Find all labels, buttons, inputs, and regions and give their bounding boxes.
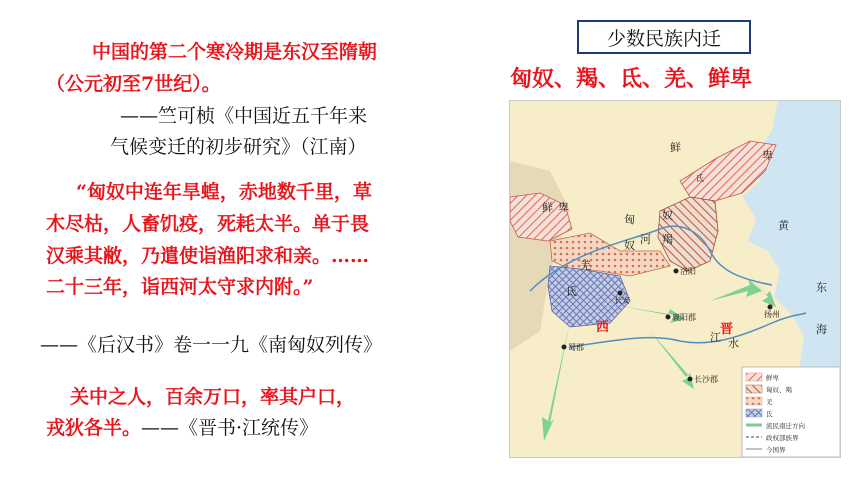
ethnic-groups-list: 匈奴、羯、氐、羌、鲜卑	[510, 66, 753, 92]
legend-swatch	[746, 409, 762, 417]
legend-label: 羌	[766, 398, 773, 406]
map-label-xiongnu2: 奴	[624, 239, 635, 252]
map-label-xianbei-top2: 卑	[762, 149, 773, 162]
map-label-jie: 羯	[662, 233, 673, 246]
map-label-jin: 晋	[720, 322, 734, 337]
map-label-xianbei-left: 鲜	[542, 201, 553, 214]
map-title: 少数民族内迁	[577, 20, 751, 54]
quote2-line3: 汉乘其敝，乃遣使诣渔阳求和亲。……	[46, 245, 370, 267]
legend-swatch	[746, 385, 762, 393]
migration-map	[509, 100, 841, 458]
map-label-huang: 黄	[778, 219, 789, 232]
legend-swatch	[746, 373, 762, 381]
map-label-nu: 奴	[662, 209, 673, 222]
city-luoyang: 洛阳	[680, 267, 696, 276]
quote3-line2	[46, 413, 318, 440]
legend-label: 今国界	[766, 446, 786, 454]
map-label-he: 河	[640, 233, 651, 246]
map-label-jiang: 江	[710, 331, 721, 344]
map-label-qiang: 羌	[580, 259, 591, 272]
map-label-hai: 海	[816, 323, 827, 336]
legend-label: 氐	[766, 410, 773, 418]
map-label-dong: 东	[816, 281, 827, 294]
quote1-line1: 中国的第二个寒冷期是东汉至隋朝	[92, 41, 378, 63]
quote3-line2-text: 戎狄各半。	[46, 417, 142, 439]
city-xiangyang: 襄阳郡	[672, 313, 696, 322]
quote1-line2: （公元初至7世纪）。	[46, 73, 221, 95]
quote2-line1: “匈奴中连年旱蝗，赤地数千里，草	[76, 181, 372, 203]
quote1-source-line1: ——竺可桢《中国近五千年来	[120, 105, 368, 127]
legend-item	[746, 385, 793, 394]
quote3-line1: 关中之人，百余万口，率其户口，	[70, 386, 356, 408]
legend-label: 流民南迁方向	[766, 422, 805, 430]
legend-swatch	[746, 397, 762, 405]
map-label-xiongnu: 匈	[624, 213, 635, 226]
map-legend	[742, 367, 840, 457]
quote3-source: ——《晋书·江统传》	[141, 417, 319, 439]
legend-label: 鲜卑	[766, 374, 779, 382]
city-shu: 蜀郡	[568, 343, 584, 352]
quote2-line2: 木尽枯，人畜饥疫，死耗太半。单于畏	[46, 213, 370, 235]
quote2-line4: 二十三年，诣西河太守求内附。”	[46, 276, 314, 298]
map-label-xianbei-top: 鲜	[670, 141, 681, 154]
quote1-source-line2: 气候变迁的初步研究》（江南）	[110, 136, 367, 158]
map-svg	[510, 101, 841, 458]
legend-label: 匈奴、羯	[766, 386, 792, 394]
city-changan: 长安	[614, 296, 630, 305]
quote2-source: ——《后汉书》卷一一九《南匈奴列传》	[40, 334, 383, 356]
legend-label: 政权部族界	[766, 434, 799, 442]
map-label-di-small: 氐	[696, 174, 704, 183]
legend-item	[746, 409, 773, 418]
map-label-shui: 水	[728, 337, 739, 350]
map-label-xi: 西	[596, 320, 610, 335]
map-label-xianbei-left2: 卑	[558, 201, 569, 214]
legend-item	[746, 397, 773, 406]
city-changsha: 长沙郡	[694, 375, 718, 384]
city-yangzhou: 扬州	[764, 310, 780, 319]
map-label-di: 氐	[566, 285, 577, 298]
